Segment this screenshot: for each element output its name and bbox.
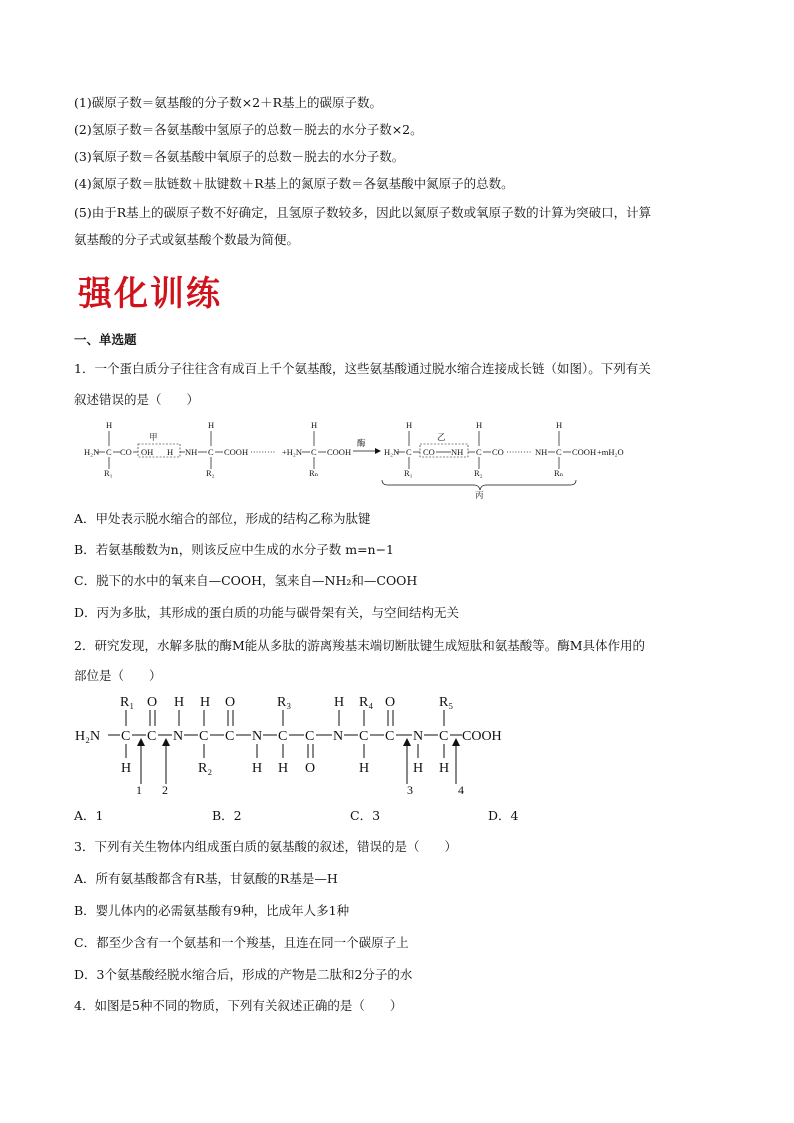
question-2-stem-cont: 部位是（ ）: [74, 668, 162, 683]
imino-label: NH: [535, 447, 548, 457]
option-c: C．脱下的水中的氧来自—COOH，氢来自—NH₂和—COOH: [74, 573, 418, 588]
note-line: 氨基酸的分子式或氨基酸个数最为简便。: [74, 232, 300, 247]
carboxyl-label: COOH: [327, 447, 352, 457]
alpha-carbon-label: C: [208, 447, 214, 457]
carbon-label: C: [278, 729, 288, 744]
nitrogen-label: N: [333, 729, 344, 744]
carbon-label: C: [385, 729, 395, 744]
option-a: A．所有氨基酸都含有R基，甘氨酸的R基是—H: [74, 871, 338, 886]
r2-label: R₂: [206, 468, 215, 478]
r3-label: R₃: [277, 695, 292, 710]
oxygen-label: O: [225, 695, 236, 710]
arrow-1-label: 1: [136, 783, 142, 797]
hydrogen-label: H: [174, 695, 185, 710]
hydrogen-label: H: [208, 420, 215, 430]
hydrogen-label: H: [311, 420, 318, 430]
hydrogen-label: H: [359, 761, 370, 776]
carbon-label: C: [121, 729, 131, 744]
carbon-label: C: [199, 729, 209, 744]
alpha-carbon-label: C: [476, 447, 482, 457]
polypeptide-brace: [382, 480, 576, 490]
alpha-carbon-label: C: [406, 447, 412, 457]
question-type-heading: 一、单选题: [74, 332, 137, 347]
hydrogen-label: H: [439, 761, 450, 776]
oxygen-label: O: [305, 761, 316, 776]
amino-group-label: H₂N: [84, 447, 100, 457]
carbon-label: C: [225, 729, 235, 744]
hydrogen-label: H: [200, 695, 211, 710]
carbonyl-label: CO: [492, 447, 504, 457]
option-c: C．都至少含有一个氨基和一个羧基，且连在同一个碳原子上: [74, 935, 409, 950]
question-1-stem-cont: 叙述错误的是（ ）: [74, 392, 200, 407]
option-a: A．甲处表示脱水缩合的部位，形成的结构乙称为肽键: [74, 511, 371, 526]
rn-label: Rₙ: [554, 468, 564, 478]
hydroxyl-label: OH: [141, 447, 154, 457]
r2-label: R₂: [474, 468, 483, 478]
question-1-stem: 1．一个蛋白质分子往往含有成百上千个氨基酸，这些氨基酸通过脱水缩合连接成长链（如图）。下列有关: [74, 361, 651, 376]
arrow-4-label: 4: [458, 783, 464, 797]
nitrogen-label: N: [173, 729, 184, 744]
carboxyl-label: COOH: [572, 447, 597, 457]
carbon-label: C: [305, 729, 315, 744]
option-b: B．2: [212, 808, 242, 823]
option-d: D．3个氨基酸经脱水缩合后，形成的产物是二肽和2分子的水: [74, 967, 413, 982]
note-line: (2)氢原子数＝各氨基酸中氢原子的总数－脱去的水分子数×2。: [74, 122, 423, 137]
note-line: (4)氮原子数＝肽链数＋肽键数＋R基上的氮原子数＝各氨基酸中氮原子的总数。: [74, 176, 514, 191]
polypeptide-structure-figure: [70, 690, 530, 800]
imino-label: NH: [451, 447, 464, 457]
carbon-label: C: [359, 729, 369, 744]
hydrogen-label: H: [334, 695, 345, 710]
note-line: (3)氧原子数＝各氨基酸中氧原子的总数－脱去的水分子数。: [74, 149, 405, 164]
carbon-label: C: [147, 729, 157, 744]
r1-label: R₁: [104, 468, 113, 478]
jia-label: 甲: [149, 432, 158, 442]
hydrogen-label: H: [556, 420, 563, 430]
arrow-3-label: 3: [407, 783, 413, 797]
r4-label: R₄: [359, 695, 374, 710]
nitrogen-label: N: [413, 729, 424, 744]
r1-label: R₁: [120, 695, 135, 710]
carbonyl-label: CO: [423, 447, 435, 457]
r1-label: R₁: [404, 468, 413, 478]
alpha-carbon-label: C: [311, 447, 317, 457]
hydrogen-label: H: [167, 447, 174, 457]
hydrogen-label: H: [413, 761, 424, 776]
hydrogen-label: H: [278, 761, 289, 776]
hydrogen-label: H: [252, 761, 263, 776]
section-heading: 强化训练: [78, 274, 222, 314]
dehydration-condensation-figure: [70, 418, 660, 500]
enzyme-label: 酶: [357, 438, 366, 448]
r2-label: R₂: [198, 761, 213, 776]
bing-label: 丙: [475, 490, 484, 500]
oxygen-label: O: [385, 695, 396, 710]
amino-group-label: H₂N: [75, 729, 101, 744]
question-3-stem: 3．下列有关生物体内组成蛋白质的氨基酸的叙述，错误的是（ ）: [74, 839, 457, 854]
option-d: D．4: [488, 808, 519, 823]
rn-label: Rₙ: [309, 468, 319, 478]
option-c: C．3: [350, 808, 381, 823]
amino-group-label: H₂N: [384, 447, 400, 457]
option-b: B．若氨基酸数为n，则该反应中生成的水分子数 m=n−1: [74, 542, 395, 557]
hydrogen-label: H: [476, 420, 483, 430]
alpha-carbon-label: C: [556, 447, 562, 457]
imino-label: NH: [185, 447, 198, 457]
arrow-2-label: 2: [162, 783, 168, 797]
carboxyl-label: COOH: [462, 729, 502, 744]
option-a: A．1: [74, 808, 104, 823]
option-d: D．丙为多肽，其形成的蛋白质的功能与碳骨架有关，与空间结构无关: [74, 605, 460, 620]
note-line: (5)由于R基上的碳原子数不好确定，且氢原子数较多，因此以氮原子数或氧原子数的计算为突破口，计算: [74, 205, 652, 220]
water-label: +mH₂O: [597, 447, 624, 457]
amino-group-label: +H₂N: [282, 447, 303, 457]
carboxyl-label: COOH: [224, 447, 249, 457]
alpha-carbon-label: C: [106, 447, 112, 457]
question-2-stem: 2．研究发现，水解多肽的酶M能从多肽的游离羧基末端切断肽键生成短肽和氨基酸等。酶M具体作用的: [74, 638, 646, 653]
oxygen-label: O: [147, 695, 158, 710]
hydrogen-label: H: [106, 420, 113, 430]
option-b: B．婴儿体内的必需氨基酸有9种，比成年人多1种: [74, 903, 350, 918]
carbonyl-label: CO: [120, 447, 132, 457]
nitrogen-label: N: [252, 729, 263, 744]
hydrogen-label: H: [406, 420, 413, 430]
question-4-stem: 4．如图是5种不同的物质，下列有关叙述正确的是（ ）: [74, 998, 403, 1013]
yi-label: 乙: [437, 432, 446, 442]
ellipsis: ·········: [250, 447, 276, 457]
r5-label: R₅: [439, 695, 454, 710]
carbon-label: C: [439, 729, 449, 744]
note-line: (1)碳原子数＝氨基酸的分子数×2＋R基上的碳原子数。: [74, 95, 383, 110]
ellipsis: ·········: [506, 447, 532, 457]
hydrogen-label: H: [121, 761, 132, 776]
